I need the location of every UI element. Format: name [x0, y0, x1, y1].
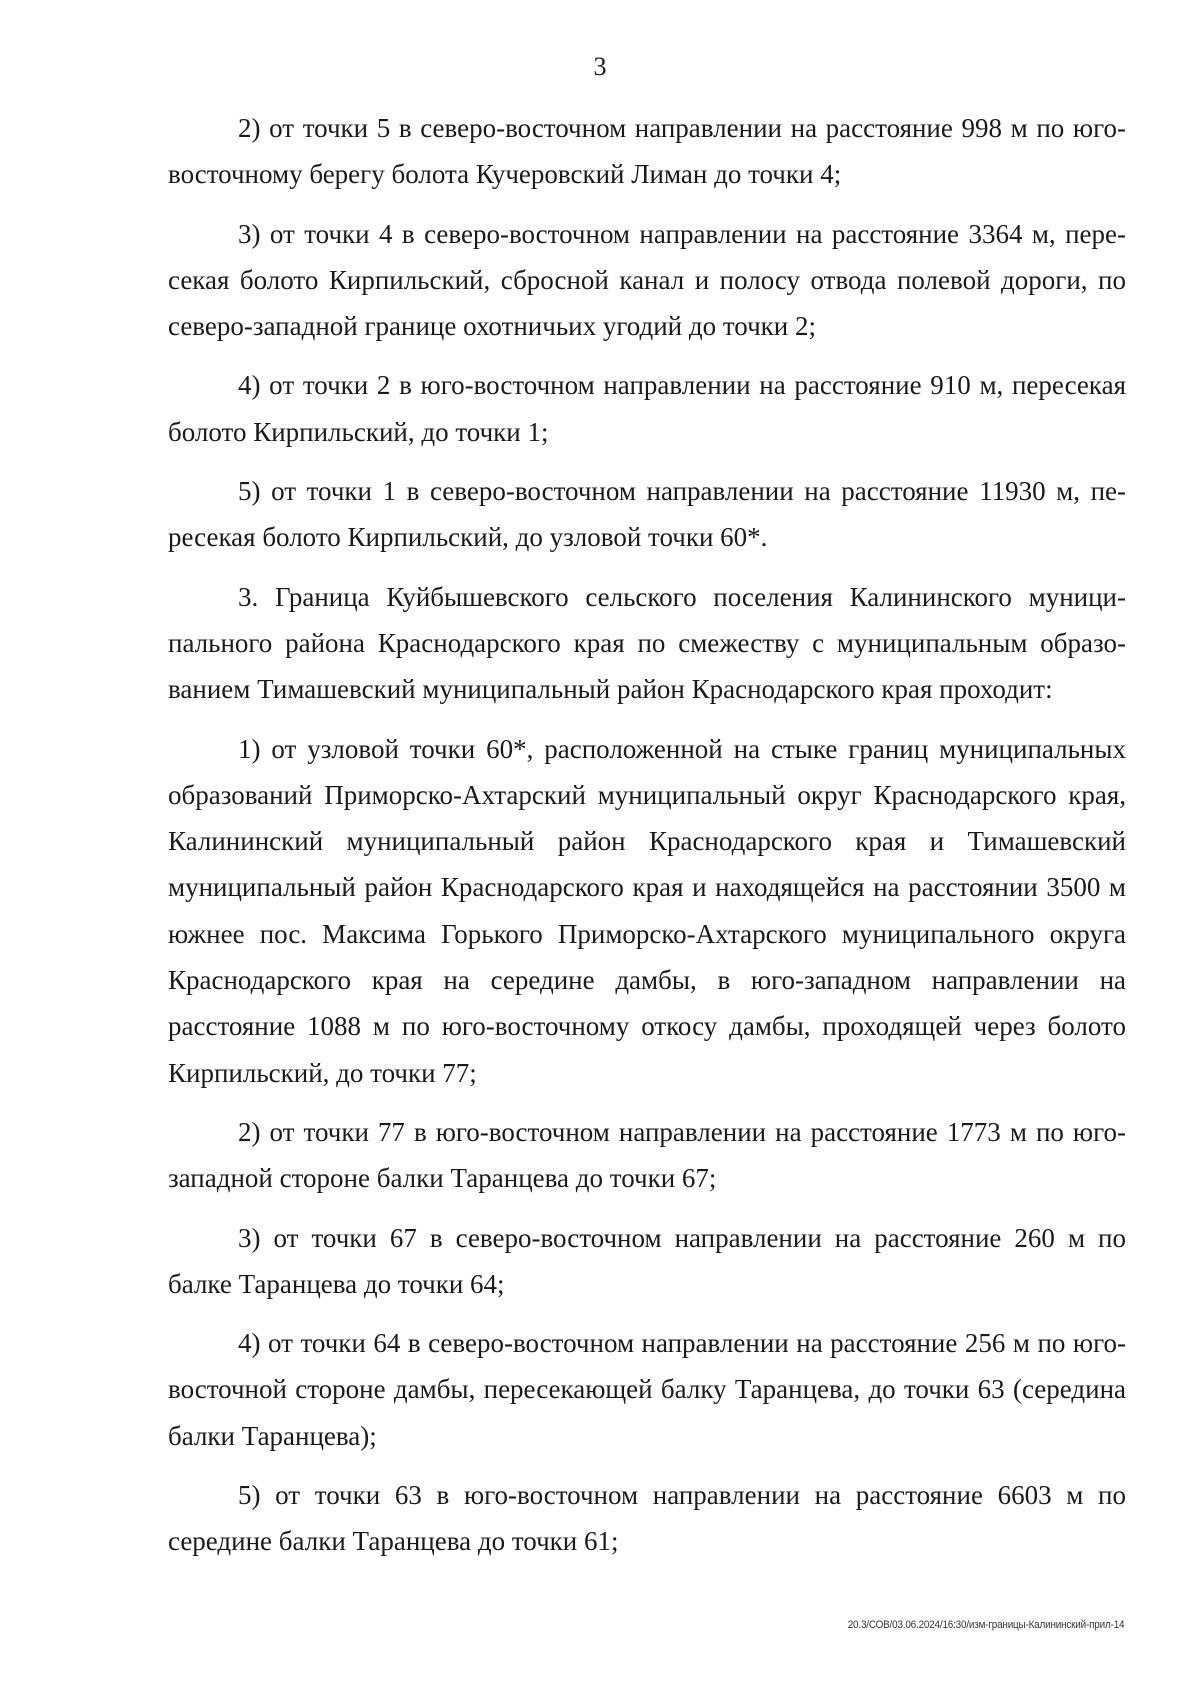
paragraph-item-3-point-67: 3) от точки 67 в северо-восточном направлении на расстояние 260 м по балке Таранцева до точки 64; — [168, 1222, 1126, 1299]
paragraph-item-2: 2) от точки 5 в северо-восточном направлении на расстояние 998 м по юго-восточному берегу болота Кучеровский Лиман до точки 4; — [168, 113, 1126, 190]
paragraph-item-3: 3) от точки 4 в северо-восточном направлении на расстояние 3364 м, пересекая болото Кирпильский, сбросной канал и полосу отвода полевой дороги, по северо-западной границе охотничьих угодий до точки 2; — [168, 218, 1126, 342]
document-body — [168, 105, 1126, 1578]
paragraph-item-1-node-60: 1) от узловой точки 60*, расположенной на стыке границ муниципальных образований Приморско-Ахтарский муниципальный округ Краснодарского края, Калининский муниципальный район Краснодарского края и Тимашевский муниципальный район Краснодарского края и находящейся на расстоянии 3500 м южнее пос. Максима Горького Приморско-Ахтарского муниципального округа Краснодарского края на середине дамбы, в юго-западном направлении на расстояние 1088 м по юго-восточному откосу дамбы, проходящей через болото Кирпильский, до точки 77; — [168, 733, 1126, 1088]
page-number: 3 — [593, 52, 607, 81]
section-3-heading-paragraph: 3. Граница Куйбышевского сельского поселения Калининского муниципального района Краснодарского края по смежеству с муниципальным образованием Тимашевский муниципальный район Краснодарского края проходит: — [168, 581, 1126, 705]
paragraph-item-5: 5) от точки 1 в северо-восточном направлении на расстояние 11930 м, пересекая болото Кирпильский, до узловой точки 60*. — [168, 476, 1126, 553]
paragraph-item-4-point-64: 4) от точки 64 в северо-восточном направлении на расстояние 256 м по юго-восточной стороне дамбы, пересекающей балку Таранцева, до точки 63 (середина балки Таранцева); — [168, 1328, 1126, 1451]
paragraph-item-5-point-63: 5) от точки 63 в юго-восточном направлении на расстояние 6603 м по середине балки Таранцева до точки 61; — [168, 1480, 1126, 1557]
paragraph-item-2-point-77: 2) от точки 77 в юго-восточном направлении на расстояние 1773 м по юго-западной стороне балки Таранцева до точки 67; — [168, 1116, 1126, 1194]
paragraph-item-4: 4) от точки 2 в юго-восточном направлении на расстояние 910 м, пересекая болото Кирпильский, до точки 1; — [168, 370, 1126, 447]
document-footer-code: 20.3/СОВ/03.06.2024/16:30/изм-границы-Калининский-прил-14 — [847, 1619, 1124, 1631]
